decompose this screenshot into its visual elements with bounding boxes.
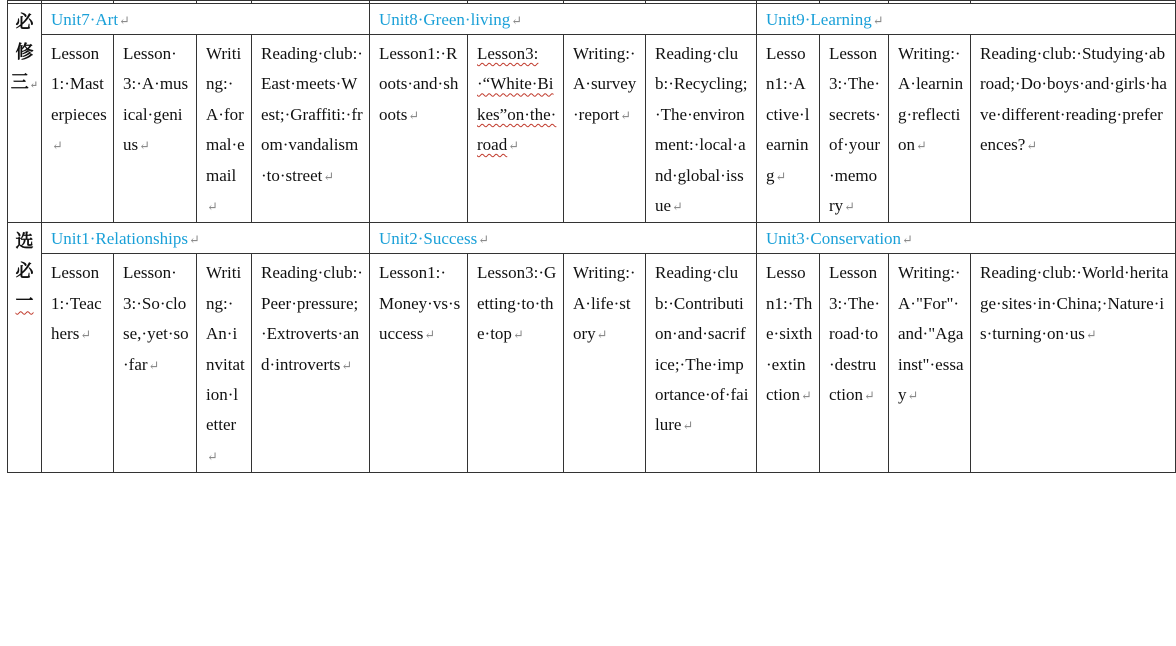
writing-cell: Writing:·A·learning·reflection↵	[889, 35, 971, 223]
term-char: 三↵	[10, 72, 39, 93]
term-char: 选	[15, 231, 34, 253]
lesson-cell: Lesson1:·Money·vs·success↵	[370, 254, 468, 473]
lesson-cell: Lesson1:·Masterpieces↵	[42, 35, 114, 223]
term-char: 一	[15, 291, 34, 313]
lesson-cell: Lesson3:·“White·Bikes”on·the·road↵	[468, 35, 564, 223]
term-label	[8, 223, 42, 473]
reading-club-cell: Reading·club:·Contribution·and·sacrifice;·The·importance·of·failure↵	[646, 254, 757, 473]
unit-title-cell: Unit3·Conservation↵	[757, 223, 1176, 254]
reading-club-cell: Reading·club:·East·meets·West;·Graffiti:·from·vandalism·to·street↵	[252, 35, 370, 223]
unit-title-cell: Unit8·Green·living↵	[370, 4, 757, 35]
lesson-cell: Lesson1:·The·sixth·extinction↵	[757, 254, 820, 473]
reading-club-cell: Reading·club:·Recycling;·The·environment:·local·and·global·issue↵	[646, 35, 757, 223]
term-char: 必	[15, 12, 34, 33]
document-page	[7, 0, 1169, 473]
lesson-cell: Lesson·3:·So·close,·yet·so·far↵	[114, 254, 197, 473]
unit-header-row	[8, 223, 1176, 254]
unit-title-cell: Unit1·Relationships↵	[42, 223, 370, 254]
lesson-cell: Lesson3:·The·secrets·of·your·memory↵	[820, 35, 889, 223]
lesson-cell: Lesson3:·The·road·to·destruction↵	[820, 254, 889, 473]
unit-title-cell: Unit9·Learning↵	[757, 4, 1176, 35]
lesson-cell: Lesson1:·Teachers↵	[42, 254, 114, 473]
reading-club-cell: Reading·club:·Studying·abroad;·Do·boys·and·girls·have·different·reading·preferences?↵	[971, 35, 1176, 223]
writing-cell: Writing:·A·"For"·and·"Against"·essay↵	[889, 254, 971, 473]
term-char: 修	[15, 42, 34, 63]
lesson-row	[8, 254, 1176, 473]
writing-cell: Writing:·A·formal·email↵	[197, 35, 252, 223]
unit-title-cell: Unit2·Success↵	[370, 223, 757, 254]
lesson-row	[8, 35, 1176, 223]
unit-header-row	[8, 4, 1176, 35]
lesson-cell: Lesson1:·Active·learning↵	[757, 35, 820, 223]
writing-cell: Writing:·A·life·story↵	[564, 254, 646, 473]
lesson-cell: Lesson1:·Roots·and·shoots↵	[370, 35, 468, 223]
writing-cell: Writing:·A·survey·report↵	[564, 35, 646, 223]
unit-title-cell: Unit7·Art↵	[42, 4, 370, 35]
lesson-cell: Lesson3:·Getting·to·the·top↵	[468, 254, 564, 473]
term-char: 必	[15, 261, 34, 283]
lesson-cell: Lesson·3:·A·musical·genius↵	[114, 35, 197, 223]
reading-club-cell: Reading·club:·World·heritage·sites·in·China;·Nature·is·turning·on·us↵	[971, 254, 1176, 473]
curriculum-table	[7, 0, 1176, 473]
writing-cell: Writing:·An·invitation·letter↵	[197, 254, 252, 473]
term-label	[8, 4, 42, 223]
reading-club-cell: Reading·club:·Peer·pressure;·Extroverts·and·introverts↵	[252, 254, 370, 473]
